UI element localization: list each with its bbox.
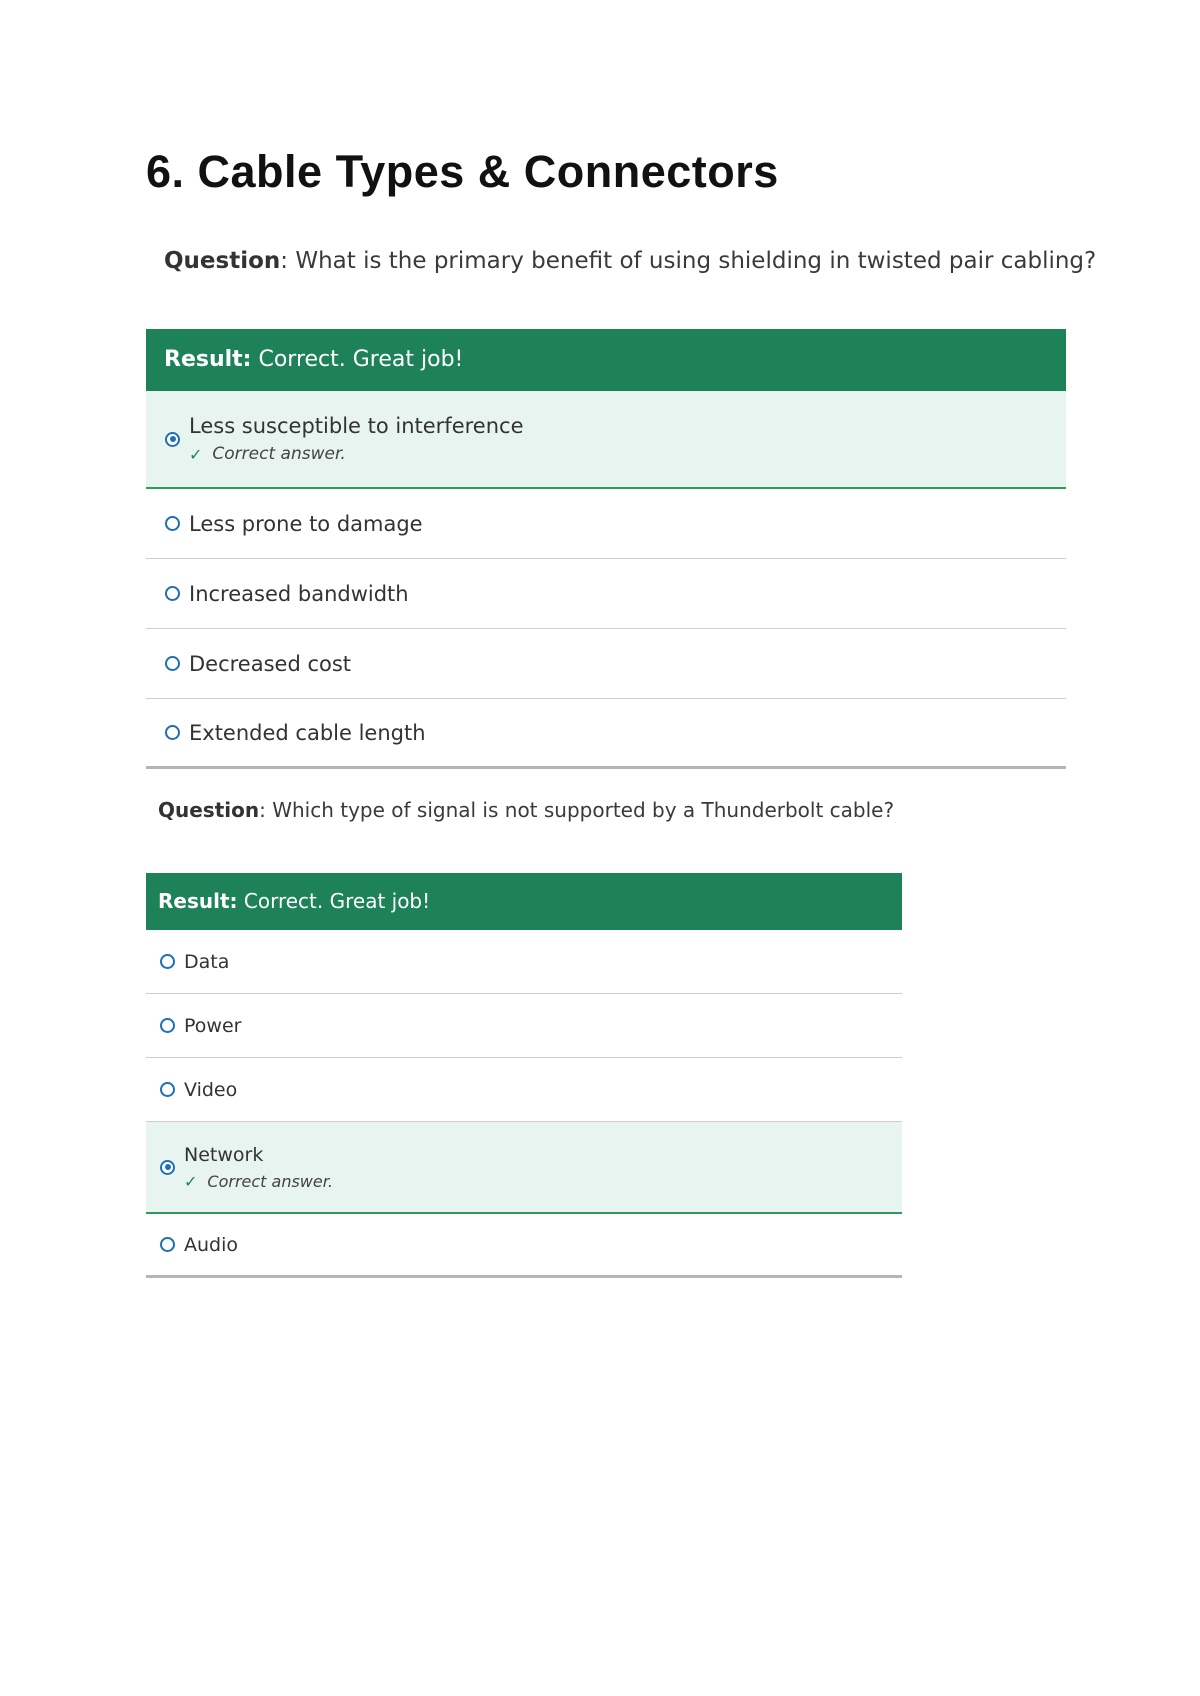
- radio-icon[interactable]: [165, 656, 180, 671]
- radio-icon[interactable]: [160, 1237, 175, 1252]
- answer-option[interactable]: [146, 994, 902, 1058]
- answer-label: Less susceptible to interference: [189, 414, 524, 438]
- radio-icon[interactable]: [160, 954, 175, 969]
- radio-icon[interactable]: [165, 725, 180, 740]
- radio-icon[interactable]: [165, 516, 180, 531]
- radio-icon[interactable]: [165, 586, 180, 601]
- answer-option[interactable]: [146, 489, 1066, 559]
- answer-option[interactable]: [146, 1214, 902, 1278]
- question-body: : Which type of signal is not supported by a Thunderbolt cable?: [259, 798, 895, 822]
- answer-label: Network: [184, 1143, 264, 1166]
- answer-option[interactable]: [146, 559, 1066, 629]
- answer-label: Less prone to damage: [189, 511, 423, 536]
- result-banner: [146, 873, 902, 930]
- radio-icon[interactable]: [160, 1082, 175, 1097]
- answer-label: Decreased cost: [189, 651, 352, 676]
- correct-answer-note: [189, 444, 524, 464]
- question-2-text: [158, 798, 894, 822]
- correct-answer-text: Correct answer.: [207, 1171, 333, 1191]
- result-label: Result:: [158, 889, 238, 913]
- question-1-answers: [146, 329, 1066, 769]
- answer-option[interactable]: [146, 391, 1066, 489]
- answer-label: Video: [184, 1078, 238, 1101]
- answer-label: Power: [184, 1014, 242, 1037]
- answer-label: Increased bandwidth: [189, 581, 409, 606]
- correct-answer-note: [184, 1172, 333, 1191]
- check-icon: ✓: [189, 444, 203, 464]
- result-text: Correct. Great job!: [237, 889, 431, 913]
- result-banner: [146, 329, 1066, 391]
- question-label: Question: [164, 248, 281, 274]
- radio-icon[interactable]: [160, 1018, 175, 1033]
- answer-option[interactable]: [146, 1122, 902, 1214]
- check-icon: ✓: [184, 1171, 198, 1191]
- question-body: : What is the primary benefit of using shielding in twisted pair cabling?: [280, 248, 1097, 274]
- correct-answer-text: Correct answer.: [212, 444, 346, 464]
- answer-label: Data: [184, 950, 230, 973]
- answer-option[interactable]: [146, 930, 902, 994]
- radio-selected-icon[interactable]: [160, 1160, 175, 1175]
- answer-label: Extended cable length: [189, 720, 426, 745]
- question-label: Question: [158, 798, 260, 822]
- radio-selected-icon[interactable]: [165, 432, 180, 447]
- question-1-text: [164, 248, 1096, 274]
- question-2-answers: [146, 873, 902, 1278]
- result-text: Correct. Great job!: [251, 347, 464, 372]
- answer-option[interactable]: [146, 629, 1066, 699]
- answer-option[interactable]: [146, 699, 1066, 769]
- answer-label: Audio: [184, 1233, 239, 1256]
- answer-option[interactable]: [146, 1058, 902, 1122]
- result-label: Result:: [164, 347, 252, 372]
- page-title: 6. Cable Types & Connectors: [146, 146, 779, 197]
